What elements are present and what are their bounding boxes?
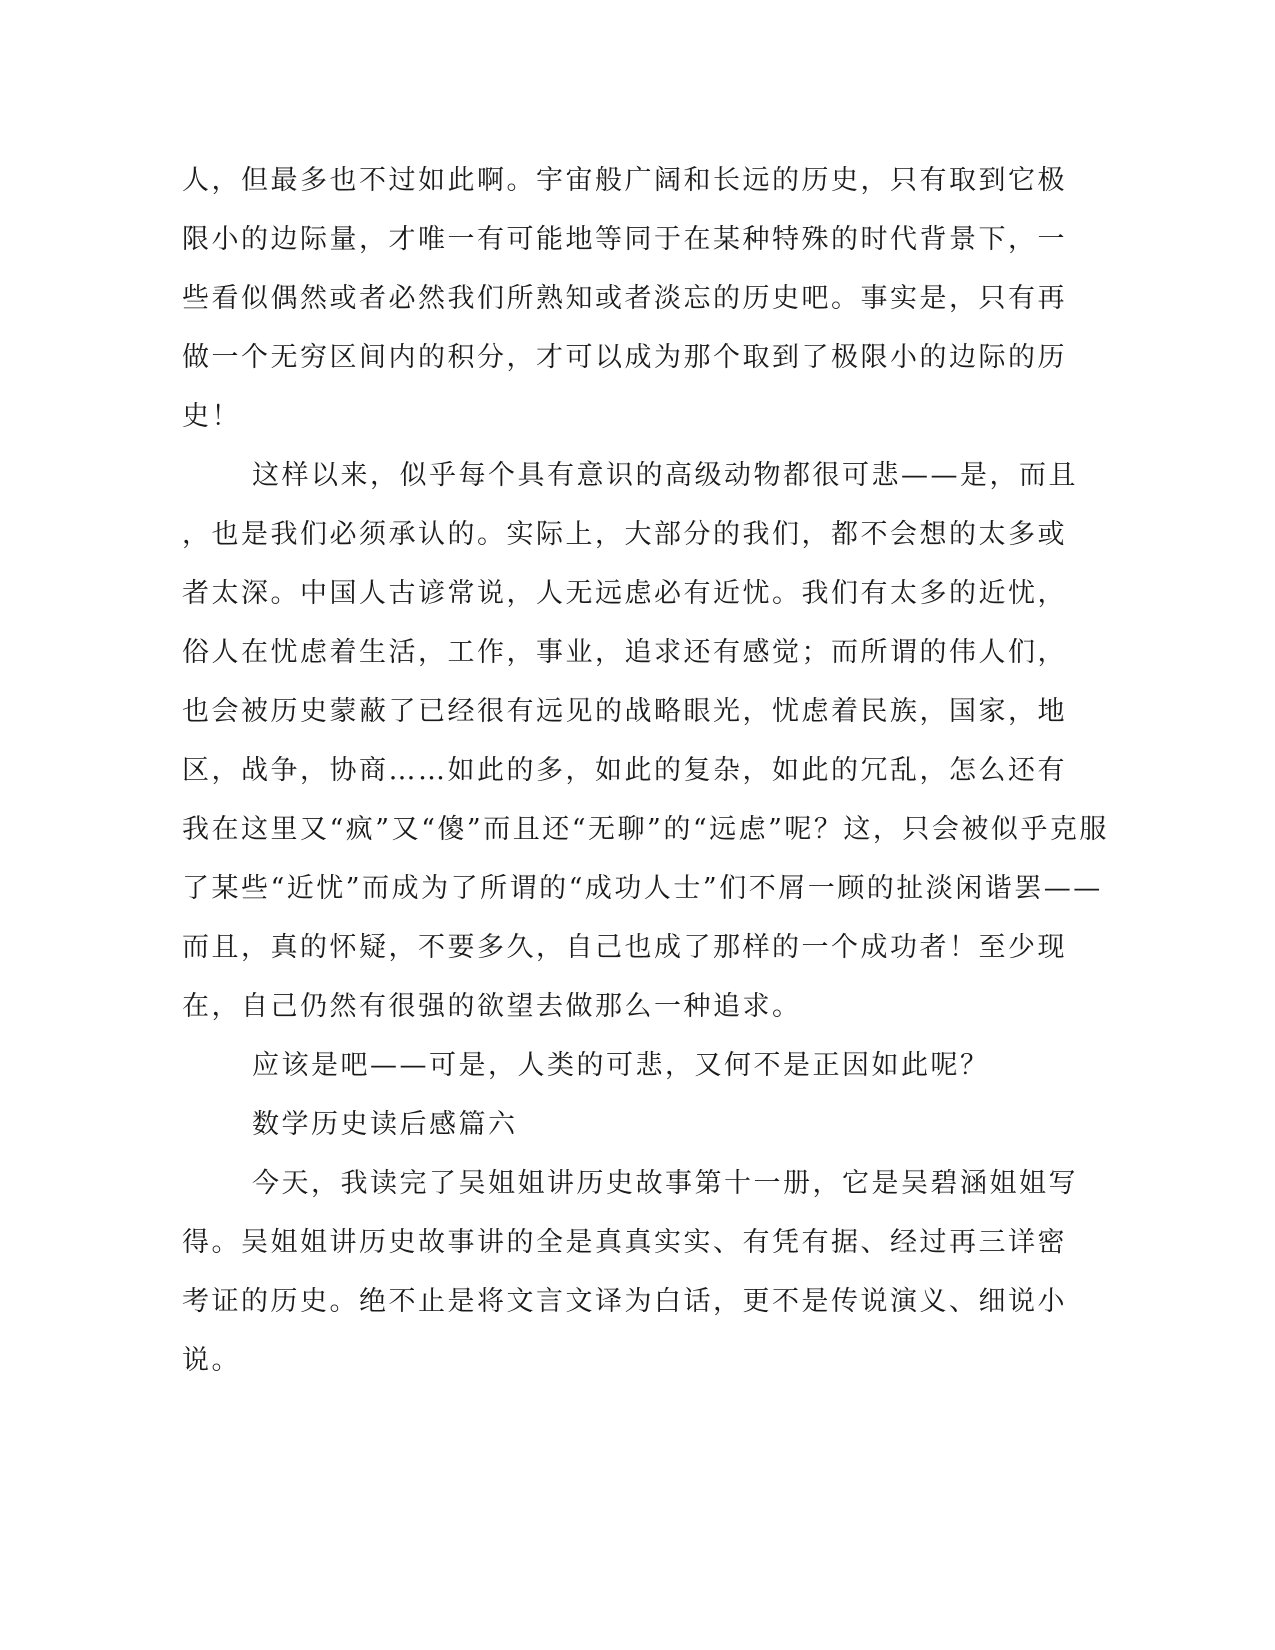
text-line: 者太深。中国人古谚常说，人无远虑必有近忧。我们有太多的近忧， <box>182 578 1067 609</box>
text-line: 考证的历史。绝不止是将文言文译为白话，更不是传说演义、细说小 <box>182 1286 1067 1317</box>
text-line: 说。 <box>182 1345 241 1376</box>
text-line: 区，战争，协商……如此的多，如此的复杂，如此的冗乱，怎么还有 <box>182 755 1067 786</box>
text-line: 而且，真的怀疑，不要多久，自己也成了那样的一个成功者！至少现 <box>182 932 1067 963</box>
paragraph-start-line: 这样以来，似乎每个具有意识的高级动物都很可悲——是，而且 <box>252 460 1078 491</box>
text-line: 得。吴姐姐讲历史故事讲的全是真真实实、有凭有据、经过再三详密 <box>182 1227 1067 1258</box>
paragraph-start-line: 应该是吧——可是，人类的可悲，又何不是正因如此呢？ <box>252 1050 990 1081</box>
text-line: ，也是我们必须承认的。实际上，大部分的我们，都不会想的太多或 <box>182 519 1067 550</box>
text-line: 在，自己仍然有很强的欲望去做那么一种追求。 <box>182 991 802 1022</box>
section-heading: 数学历史读后感篇六 <box>252 1109 518 1140</box>
text-line: 史！ <box>182 401 241 432</box>
text-line: 俗人在忧虑着生活，工作，事业，追求还有感觉；而所谓的伟人们， <box>182 637 1067 668</box>
paragraph-start-line: 今天，我读完了吴姐姐讲历史故事第十一册，它是吴碧涵姐姐写 <box>252 1168 1078 1199</box>
text-line: 人，但最多也不过如此啊。宇宙般广阔和长远的历史，只有取到它极 <box>182 165 1067 196</box>
text-line: 做一个无穷区间内的积分，才可以成为那个取到了极限小的边际的历 <box>182 342 1067 373</box>
text-line: 些看似偶然或者必然我们所熟知或者淡忘的历史吧。事实是，只有再 <box>182 283 1067 314</box>
text-line: 我在这里又“疯”又“傻”而且还“无聊”的“远虑”呢？这，只会被似乎克服 <box>182 814 1109 845</box>
text-line: 了某些“近忧”而成为了所谓的“成功人士”们不屑一顾的扯淡闲谐罢—— <box>182 873 1103 904</box>
text-line: 也会被历史蒙蔽了已经很有远见的战略眼光，忧虑着民族，国家，地 <box>182 696 1067 727</box>
text-line: 限小的边际量，才唯一有可能地等同于在某种特殊的时代背景下，一 <box>182 224 1067 255</box>
